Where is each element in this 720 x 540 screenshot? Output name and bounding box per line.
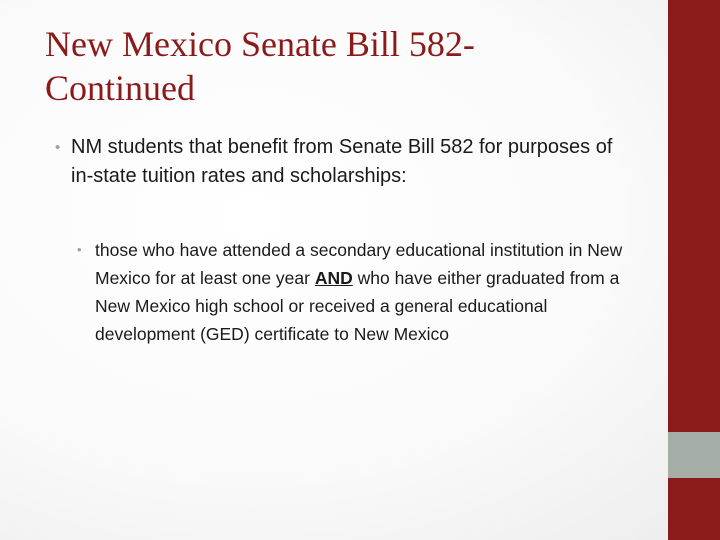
sub-bullet-item xyxy=(77,236,632,348)
sub-bullet-marker-icon: • xyxy=(77,242,82,257)
sub-bullet-text-before: those who have attended a secondary educational institution in New Mexico for at least one year xyxy=(95,240,623,288)
bullet-text: NM students that benefit from Senate Bill 582 for purposes of in-state tuition rates and scholarships: xyxy=(71,136,613,187)
sub-bullet-text xyxy=(95,236,632,348)
side-accent-band xyxy=(668,0,720,432)
slide-title xyxy=(45,22,655,110)
bullet-marker-icon: • xyxy=(55,139,61,156)
sub-bullet-emphasis: AND xyxy=(314,268,353,288)
sub-bullet-text-after: who have either graduated from a New Mexico high school or received a general educational development (GED) certificate to New Mexico xyxy=(95,268,620,344)
slide-title-line-1: New Mexico Senate Bill 582- xyxy=(45,24,475,64)
bullet-item xyxy=(55,133,615,191)
side-accent-band-bottom xyxy=(668,478,720,540)
side-accent-band-middle xyxy=(668,432,720,478)
slide-title-line-2: Continued xyxy=(45,68,195,108)
